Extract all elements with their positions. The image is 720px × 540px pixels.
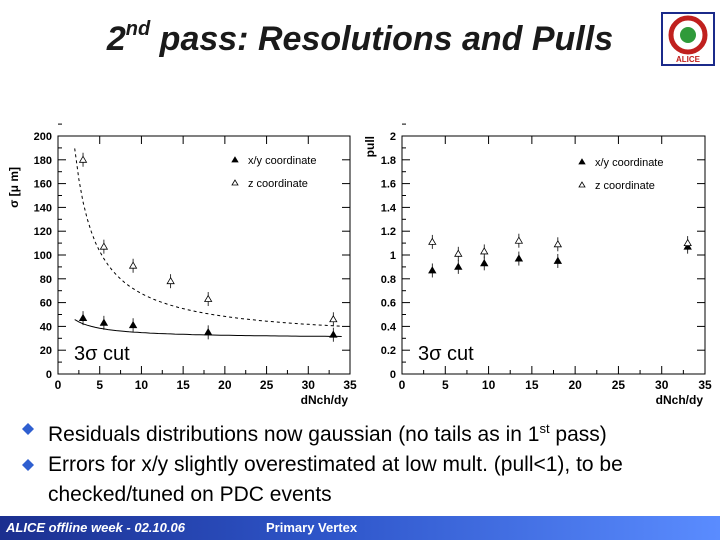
y-tick-label: 0.6	[380, 297, 396, 310]
resolution-chart	[0, 122, 360, 412]
x-axis-title: dNch/dy	[300, 393, 348, 407]
cut-annotation: 3σ cut	[418, 343, 474, 365]
xy-data-point	[515, 255, 522, 261]
z-data-point	[455, 250, 462, 256]
x-tick-label: 30	[301, 378, 315, 392]
bullet-item	[22, 414, 712, 450]
x-tick-label: 20	[568, 378, 582, 392]
y-tick-label: 120	[33, 226, 52, 239]
x-tick-label: 15	[525, 378, 539, 392]
z-data-point	[554, 241, 561, 247]
diamond-bullet-icon	[22, 459, 34, 471]
y-tick-label: 140	[33, 202, 52, 215]
legend-marker	[579, 159, 585, 164]
y-tick-label: 0.8	[380, 273, 396, 286]
xy-data-point	[80, 315, 87, 321]
xy-data-point	[205, 329, 212, 335]
x-tick-label: 35	[698, 378, 712, 392]
y-tick-label: 1	[389, 250, 396, 262]
y-tick-label: 2	[389, 131, 396, 143]
x-tick-label: 10	[481, 378, 496, 392]
bullet-item	[22, 450, 712, 510]
y-axis-title: pull	[363, 136, 377, 158]
xy-data-point	[481, 260, 488, 266]
cut-annotation: 3σ cut	[74, 343, 130, 365]
diamond-bullet-icon	[22, 423, 34, 435]
xy-data-point	[130, 322, 137, 328]
xy-data-point	[429, 267, 436, 273]
z-data-point	[205, 296, 212, 302]
y-tick-label: 160	[33, 178, 52, 191]
x-tick-label: 0	[398, 378, 406, 392]
x-tick-label: 30	[655, 378, 669, 392]
title-superscript: nd	[125, 18, 151, 40]
y-tick-label: 0.4	[380, 321, 396, 334]
legend-marker	[579, 182, 585, 187]
z-data-point	[330, 316, 337, 322]
bullet-list	[22, 414, 712, 510]
x-tick-label: 5	[96, 378, 104, 392]
bullet-superscript: st	[539, 421, 550, 436]
z-data-point	[429, 238, 436, 244]
legend-label: z coordinate	[248, 178, 308, 190]
bullet-text: Residuals distributions now gaussian (no tails as in 1	[48, 423, 540, 446]
title-text: pass: Resolutions and Pulls	[150, 20, 614, 58]
title-number: 2	[106, 20, 126, 58]
y-tick-label: 0.2	[380, 345, 396, 358]
y-tick-label: 20	[39, 345, 52, 358]
z-data-point	[515, 237, 522, 243]
y-tick-label: 40	[39, 321, 52, 334]
footer-topic: Primary Vertex	[266, 520, 358, 535]
xy-data-point	[455, 263, 462, 269]
bullet-text: Errors for x/y slightly overestimated at low mult. (pull<1), to be checked/tuned on PDC events	[48, 453, 623, 506]
x-tick-label: 10	[134, 378, 149, 392]
y-tick-label: 1.4	[380, 202, 396, 215]
x-tick-label: 25	[259, 378, 274, 392]
alice-logo	[659, 10, 717, 68]
pull-chart	[360, 122, 720, 412]
x-tick-label: 5	[441, 378, 449, 392]
z-data-point	[80, 156, 87, 162]
legend-marker	[232, 180, 238, 185]
x-tick-label: 0	[54, 378, 62, 392]
z-data-point	[130, 262, 137, 268]
page-title	[0, 20, 720, 59]
z-data-point	[100, 243, 107, 249]
y-tick-label: 0	[389, 369, 396, 381]
plot-frame	[402, 136, 705, 374]
x-tick-label: 35	[343, 378, 357, 392]
y-tick-label: 80	[39, 273, 52, 286]
x-tick-label: 20	[218, 378, 232, 392]
xy-data-point	[100, 319, 107, 325]
x-tick-label: 25	[611, 378, 626, 392]
xy-data-point	[554, 257, 561, 263]
y-tick-label: 180	[33, 154, 52, 167]
legend-marker	[232, 157, 238, 162]
y-tick-label: 1.6	[380, 178, 396, 191]
legend-label: z coordinate	[595, 180, 655, 192]
legend-label: x/y coordinate	[248, 155, 317, 167]
y-tick-label: 1.2	[380, 226, 396, 239]
z-data-point	[684, 240, 691, 246]
footer-event: ALICE offline week - 02.10.06	[6, 520, 185, 535]
y-tick-label: 60	[39, 297, 52, 310]
xy-data-point	[330, 331, 337, 337]
y-tick-label: 0	[45, 369, 52, 381]
footer-bar	[0, 516, 720, 540]
z-data-point	[481, 248, 488, 254]
x-tick-label: 15	[176, 378, 190, 392]
logo-label: ALICE	[676, 55, 700, 64]
y-tick-label: 1.8	[380, 154, 396, 167]
x-axis-title: dNch/dy	[655, 393, 703, 407]
z-data-point	[167, 278, 174, 284]
y-tick-label: 100	[33, 250, 52, 262]
bullet-text-end: pass)	[549, 423, 607, 446]
legend-label: x/y coordinate	[595, 157, 664, 169]
y-tick-label: 200	[33, 131, 52, 143]
y-axis-title: σ [μ m]	[7, 167, 21, 208]
